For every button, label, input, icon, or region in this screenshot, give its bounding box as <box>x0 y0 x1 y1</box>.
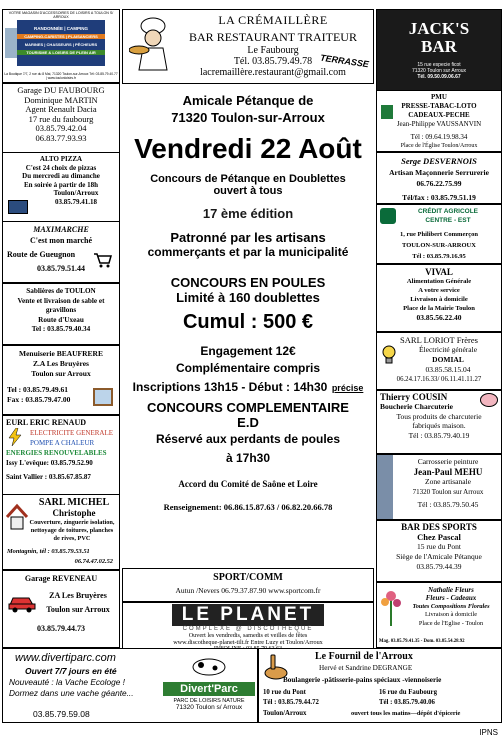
mehu-zone: Zone artisanale <box>424 477 472 486</box>
alto-pizza-choice: C'est 24 choix de pizzas <box>25 163 97 172</box>
sarl-michel-tel2: 06.74.47.02.52 <box>74 558 113 565</box>
jacks-address1: 15 rue especie ficot <box>417 62 461 68</box>
nathalie-type: Fleurs - Cadeaux <box>425 594 477 603</box>
vival-tel: 03.85.56.22.40 <box>416 313 462 322</box>
credit-agricole-name: CRÉDIT AGRICOLE <box>417 208 479 215</box>
jacks-address2: 71320 Toulon sur Arroux <box>411 68 467 74</box>
fournil-address2: 16 rue du Faubourg <box>379 689 437 696</box>
cousin-tel: Tél : 03.85.79.40.19 <box>408 430 470 440</box>
divertiparc-logo <box>163 655 255 721</box>
loisirs-ad-line1: RANDONNÉE | CAMPING <box>33 26 88 31</box>
pmu-logo-icon <box>381 105 393 119</box>
eric-renaud-name: EURL ERIC RENAUD <box>6 418 87 427</box>
vival-delivery: Livraison à domicile <box>410 296 468 303</box>
jacks-bar-ad <box>376 9 502 91</box>
sablieres-ad <box>2 283 120 345</box>
loriot-brand: DOMIAL <box>432 355 464 364</box>
cremaillere-line2: BAR RESTAURANT TRAITEUR <box>189 30 357 44</box>
concours-poules: CONCOURS EN POULES <box>170 275 326 290</box>
terrasse-label: TERRASSE <box>319 52 370 70</box>
loisirs-ad <box>2 9 120 83</box>
cousin-ad <box>376 390 502 454</box>
fournil-title: Le Fournil de l'Arroux <box>315 651 413 662</box>
mehu-tel: Tél : 03.85.79.50.45 <box>417 500 479 509</box>
window-icon <box>93 388 113 406</box>
menuiserie-city: Toulon sur Arroux <box>31 369 91 378</box>
garage-faubourg-owner: Dominique MARTIN <box>24 94 98 105</box>
pmu-tel: Tél : 09.64.19.98.34 <box>410 133 468 141</box>
maximarche-name: MAXIMARCHE <box>33 225 89 234</box>
credit-agricole-ad <box>376 204 502 264</box>
nathalie-fleurs-ad <box>376 582 502 648</box>
concours-open: ouvert à tous <box>213 185 283 197</box>
alto-pizza-name: ALTO PIZZA <box>39 155 83 163</box>
bar-sports-tel: 03.85.79.44.39 <box>416 562 462 571</box>
jacks-tel: Tél. 09.50.09.06.67 <box>417 74 461 80</box>
mehu-trade: Carrosserie peinture <box>417 457 479 466</box>
credit-agricole-city: TOULON-SUR-ARROUX <box>402 242 476 249</box>
roof-icon <box>5 503 29 531</box>
cremaillere-email: lacremaillère.restaurant@gmail.com <box>200 67 346 78</box>
cow-icon <box>187 655 231 677</box>
pmu-name: PMU <box>431 93 447 101</box>
patronage-line2: commerçants et par la municipalité <box>147 245 349 259</box>
divertiparc-line2: Nouveauté : la Vache Ecologe ! <box>9 677 125 687</box>
lightning-icon <box>7 428 23 446</box>
loriot-trade: Électricité générale <box>418 345 478 354</box>
sportcomm-ad <box>122 568 374 602</box>
precise-label: précise <box>331 383 364 393</box>
eric-renaud-ad <box>2 415 120 495</box>
sportcomm-line: Autun /Nevers 06.79.37.87.90 www.sportcom.fr <box>175 586 321 595</box>
chef-illustration <box>129 16 173 72</box>
cousin-desc2: fabriqués maison. <box>412 421 466 431</box>
nathalie-compositions: Toutes Compositions Florales <box>412 602 490 610</box>
credit-agricole-address: 1, rue Philibert Commerçon <box>400 231 478 238</box>
pmu-line2: CADEAUX-PECHE <box>408 111 470 119</box>
bar-sports-owner: Chez Pascal <box>417 532 461 542</box>
garage-faubourg-agent: Agent Renault Dacia <box>25 104 97 115</box>
loriot-name: SARL LORIOT Frères <box>400 335 478 345</box>
organizer-name: Amicale Pétanque de <box>182 93 314 108</box>
divertiparc-ad <box>2 648 258 723</box>
vival-type: Alimentation Générale <box>406 278 472 285</box>
sarl-michel-desc: Couverture, zinguerie isolation, nettoyage de toitures, planches de rives, PVC <box>29 519 115 542</box>
cousin-desc1: Tous produits de charcuterie <box>396 411 482 421</box>
bulb-icon <box>382 345 396 365</box>
le-planet-line2: www.discotheque-planet-tilt.fr Entre Luzy et Toulon/Arroux <box>173 639 323 646</box>
garage-reveneau-name: Garage REVENEAU <box>24 574 98 583</box>
menuiserie-tel: Tel : 03.85.79.49.61 <box>7 385 68 394</box>
sablieres-name: Sablières de TOULON <box>26 287 96 295</box>
complementary-time: à 17h30 <box>225 451 271 465</box>
fournil-city: Toulon/Arroux <box>263 710 307 717</box>
divertiparc-url: www.divertiparc.com <box>15 652 116 664</box>
cousin-trade: Boucherie Charcuterie <box>380 402 453 412</box>
mehu-city: 71320 Toulon sur Arroux <box>412 488 484 496</box>
cremaillere-line3: Le Faubourg <box>247 45 299 56</box>
eric-renaud-enr: ENERGIES RENOUVELABLES <box>6 449 107 457</box>
pizza-box-icon <box>8 200 28 214</box>
alto-pizza-days: Du mercredi au dimanche <box>22 172 100 181</box>
cremaillere-tel: Tél. 03.85.79.49.78 <box>233 56 313 67</box>
loisirs-ad-line4: TOURISME & LOISIRS DE PLEIN AIR <box>17 50 105 55</box>
sablieres-tel: Tel : 03.85.79.40.34 <box>31 325 91 333</box>
loisirs-ad-line2: CAMPING-CARISTES | PLAISANCIERS <box>17 34 105 39</box>
nathalie-delivery: Livraison à domicile <box>424 611 478 619</box>
menuiserie-fax: Fax : 03.85.79.47.00 <box>7 395 71 404</box>
le-planet-ad <box>122 602 374 650</box>
cremaillere-text <box>173 13 373 78</box>
fournil-tel2: Tél : 03.85.79.40.06 <box>379 699 435 706</box>
divertiparc-logo-addr: 71320 Toulon s/ Arroux <box>175 704 243 711</box>
vival-name: VIVAL <box>425 267 453 277</box>
desvernois-ad <box>376 152 502 204</box>
nathalie-address: Place de l'Eglise - Toulon <box>418 619 484 627</box>
main-announcement <box>122 84 374 568</box>
sarl-michel-name: SARL MICHEL <box>38 497 110 508</box>
complementary-title: CONCOURS COMPLEMENTAIRE <box>147 400 349 415</box>
cremaillere-name: LA CRÉMAILLÈRE <box>218 13 328 27</box>
sarl-michel-owner: Christophe <box>52 508 96 518</box>
bar-sports-name: BAR DES SPORTS <box>401 522 477 532</box>
loisirs-ad-title: VOTRE MAGASIN D'ACCESSOIRES DE LOISIRS A TOULON S/ ARROUX <box>8 11 114 19</box>
desvernois-tel: Tél/fax : 03.85.79.51.19 <box>402 193 476 202</box>
garage-faubourg-tel2: 06.83.77.93.93 <box>35 132 87 143</box>
alto-pizza-ad <box>2 152 120 222</box>
menuiserie-name: Menuiserie BEAUFRERE <box>19 349 103 358</box>
maximarche-slogan: C'est mon marché <box>29 236 93 245</box>
fournil-hours: ouvert tous les matins—dépôt d'épicerie <box>351 710 461 717</box>
patronage-line1: Patronné par les artisans <box>170 230 326 245</box>
sarl-michel-tel1: Montagnin, tél : 03.85.79.53.51 <box>7 548 90 555</box>
inscriptions-time: Inscriptions 13h15 - Début : 14h30 <box>132 380 328 394</box>
credit-agricole-tel: Tél : 03.85.79.16.95 <box>412 253 466 260</box>
jacks-bar-logo: JACK'S BAR <box>408 19 470 56</box>
garage-faubourg-address: 17 rue du faubourg <box>28 113 94 124</box>
vival-service: A votre service <box>418 287 460 294</box>
shopping-cart-icon <box>93 252 113 268</box>
garage-reveneau-address: ZA Les Bruyères <box>49 591 107 600</box>
inscriptions-row <box>122 378 374 396</box>
alto-pizza-hours: En soirée à partir de 18h <box>24 180 98 189</box>
divertiparc-line1: Ouvert 7/7 jours en été <box>25 666 117 676</box>
cousin-name: Thierry COUSIN <box>380 392 448 402</box>
sarl-michel-ad <box>2 494 120 570</box>
alto-pizza-city: Toulon/Arroux <box>53 189 99 198</box>
cremaillere-ad <box>122 9 374 84</box>
nathalie-tel: Mag. 03.85.79.41.35 - Dom. 03.85.54.28.92 <box>379 638 465 644</box>
fournil-products: Boulangerie -pâtisserie-pains spéciaux -viennoiserie <box>283 676 442 684</box>
mehu-photo <box>377 455 393 519</box>
divertiparc-tel: 03.85.79.59.08 <box>33 709 90 719</box>
le-planet-logo: LE PLANET <box>172 604 325 626</box>
desvernois-name: Serge DESVERNOIS <box>401 156 477 166</box>
eric-renaud-tel1: Issy L'evêque: 03.85.79.52.90 <box>6 459 93 467</box>
sablieres-address: Route d'Uxeau <box>38 315 84 324</box>
flower-icon <box>379 586 403 626</box>
menuiserie-ad <box>2 345 120 415</box>
vival-address: Place de la Mairie Toulon <box>403 305 475 312</box>
divertiparc-line3: Dormez dans une vache géante... <box>9 688 134 698</box>
mehu-name: Jean-Paul MEHU <box>413 467 483 477</box>
pmu-line1: PRESSE-TABAC-LOTO <box>401 102 477 110</box>
loriot-tel2: 06.24.17.16.33/ 06.11.41.11.27 <box>396 376 482 383</box>
garage-reveneau-tel: 03.85.79.44.73 <box>37 624 85 633</box>
fournil-owners: Hervé et Sandrine DEGRANGE <box>319 664 413 672</box>
reserved-losers: Réservé aux perdants de poules <box>155 432 341 446</box>
pig-icon <box>480 393 498 407</box>
concours-type: Concours de Pétanque en Doublettes <box>150 173 346 185</box>
pmu-address: Place de l'Église Toulon/Arroux <box>400 143 478 149</box>
flower-illustration <box>379 586 403 626</box>
pmu-ad <box>376 90 502 152</box>
alto-pizza-tel: 03.85.79.41.18 <box>55 197 97 206</box>
loisirs-ad-banner <box>17 20 105 66</box>
fournil-ad <box>258 648 502 723</box>
nathalie-name: Nathalie Fleurs <box>428 586 474 594</box>
eric-renaud-pac: POMPE A CHALEUR <box>30 439 95 447</box>
divertiparc-logo-sub: PARC DE LOISIRS NATURE <box>173 698 245 704</box>
garage-faubourg-name: Garage DU FAUBOURG <box>17 85 105 95</box>
bar-sports-address: 15 rue du Pont <box>417 542 461 551</box>
loisirs-ad-line3: MARINES | CHASSEURS | PÊCHEURS <box>24 42 98 47</box>
desvernois-mobile: 06.76.22.75.99 <box>416 179 462 188</box>
loisirs-ad-photo <box>5 28 17 58</box>
entry-fee: Engagement 12€ <box>200 344 296 358</box>
loriot-ad <box>376 332 502 390</box>
sportcomm-title: SPORT/COMM <box>213 572 283 583</box>
garage-faubourg-ad <box>2 83 120 153</box>
pmu-owner: Jean-Philippe VAUSSANVIN <box>396 120 482 128</box>
maximarche-address: Route de Gueugnon <box>7 250 76 259</box>
contact-info: Renseignement: 06.86.15.87.63 / 06.82.20.66.78 <box>163 502 333 512</box>
loriot-tel1: 03.85.58.15.04 <box>425 365 471 374</box>
edition-number: 17 ème édition <box>202 206 294 221</box>
divertiparc-logo-text: Divert'Parc <box>163 682 255 696</box>
fournil-tel1: Tél : 03.85.79.44.72 <box>263 699 319 706</box>
chef-icon <box>129 16 173 72</box>
ipns-label: IPNS <box>479 728 498 737</box>
credit-agricole-logo <box>380 208 396 224</box>
complementary-ed: E.D <box>237 415 259 430</box>
garage-reveneau-city: Toulon sur Arroux <box>46 605 110 614</box>
maximarche-tel: 03.85.79.51.44 <box>37 264 85 273</box>
mehu-ad <box>376 454 502 520</box>
le-planet-line1: Ouvert les vendredis, samedis et veilles de fêtes <box>188 632 308 639</box>
loisirs-ad-footer: La Boutique 7/7, 2 rue du 8 Mai, 71320 Toulon-sur-Arroux Tél: 03.85.79.40.77 | www.toulonloisirs.fr <box>4 72 118 80</box>
le-planet-sub: COMPLEXE @ DISCOTHÈQUE <box>182 626 314 632</box>
maximarche-ad <box>2 221 120 283</box>
eric-renaud-elec: ELECTRICITE GENERALE <box>30 429 114 437</box>
fournil-address1: 10 rue du Pont <box>263 689 306 696</box>
cumul-prize: Cumul : 500 € <box>182 311 314 333</box>
garage-reveneau-ad <box>2 570 120 648</box>
credit-agricole-region: CENTRE - EST <box>425 217 471 224</box>
organizer-city: 71320 Toulon-sur-Arroux <box>171 110 325 125</box>
sablieres-desc: Vente et livraison de sable et gravillons <box>17 296 105 314</box>
car-icon <box>7 591 37 613</box>
menuiserie-address: Z.A Les Bruyères <box>33 359 89 368</box>
eric-renaud-tel2: Saint Vallier : 03.85.67.85.87 <box>6 473 91 481</box>
complementary-included: Complémentaire compris <box>175 361 321 375</box>
roof-illustration <box>5 503 29 531</box>
event-date: Vendredi 22 Août <box>134 133 362 164</box>
garage-faubourg-tel1: 03.85.79.42.04 <box>35 123 87 134</box>
bar-sports-seat: Siège de l'Amicale Pétanque <box>396 552 482 561</box>
vival-ad <box>376 264 502 332</box>
bar-sports-ad <box>376 520 502 582</box>
desvernois-trade: Artisan Maçonnerie Serrurerie <box>389 168 489 177</box>
committee-agreement: Accord du Comité de Saône et Loire <box>178 479 318 489</box>
limit-doublettes: Limité à 160 doublettes <box>176 290 320 305</box>
